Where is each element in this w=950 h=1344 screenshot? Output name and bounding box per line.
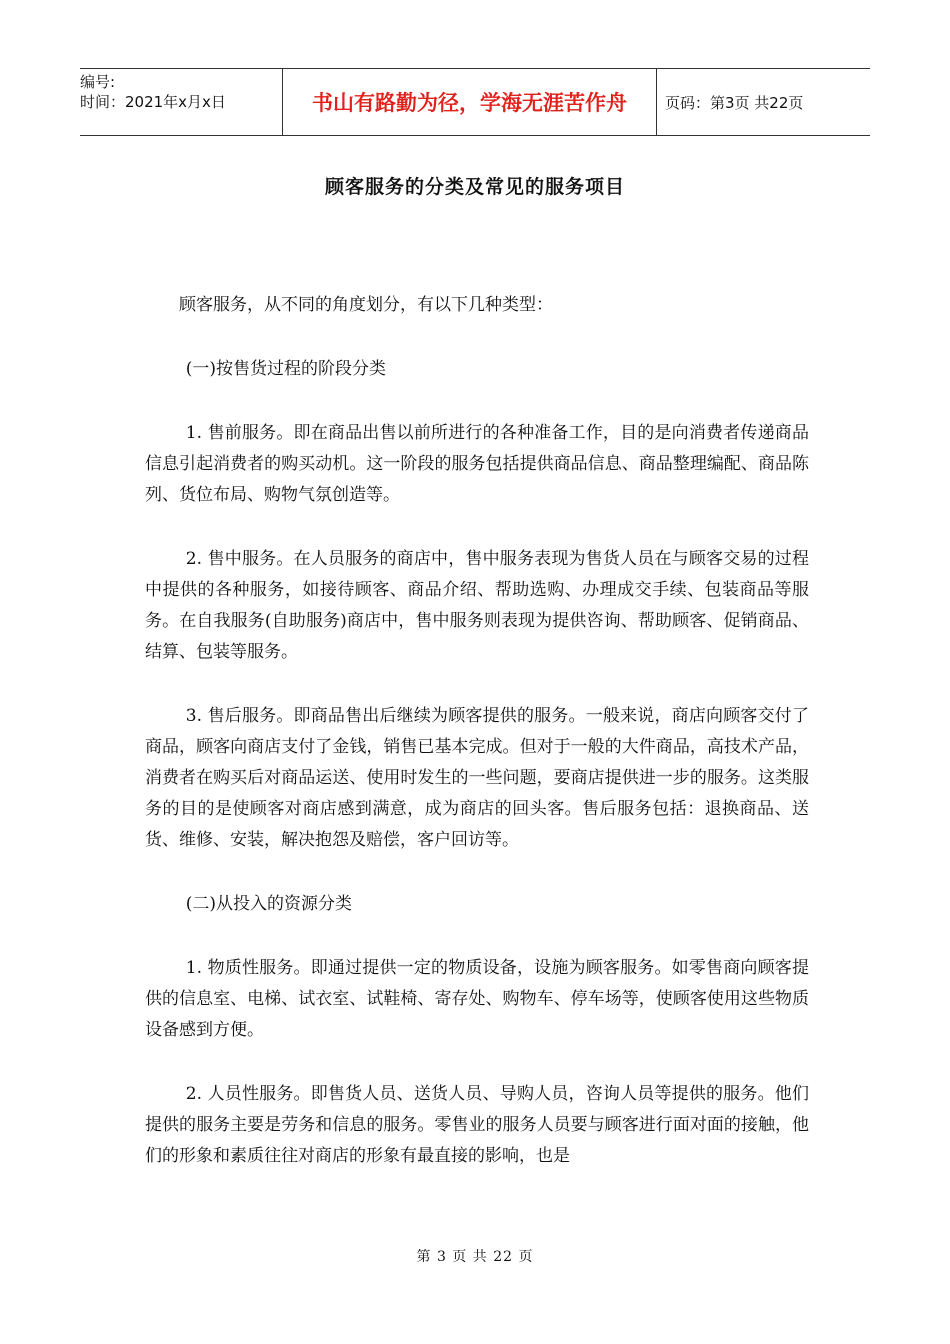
header-motto-cell: [282, 69, 657, 135]
page-info: 页码：第3页 共22页: [665, 93, 804, 112]
page-footer: 第 3 页 共 22 页: [416, 1249, 534, 1265]
document-title: 顾客服务的分类及常见的服务项目: [324, 176, 625, 198]
header-page-cell: [657, 69, 870, 135]
paragraph-intro: 顾客服务，从不同的角度划分，有以下几种类型：: [179, 295, 553, 315]
document-body: [145, 290, 809, 1205]
number-label: 编号:: [80, 73, 116, 91]
section-heading-1: (一)按售货过程的阶段分类: [185, 359, 387, 379]
header-meta: [80, 69, 282, 135]
paragraph: 1. 物质性服务。即通过提供一定的物质设备，设施为顾客服务。如零售商向顾客提供的信息室、电梯、试衣室、试鞋椅、寄存处、购物车、停车场等，使顾客使用这些物质设备感到方便。: [145, 958, 809, 1040]
paragraph: 3. 售后服务。即商品售出后继续为顾客提供的服务。一般来说，商店向顾客交付了商品，顾客向商店支付了金钱，销售已基本完成。但对于一般的大件商品，高技术产品，消费者在购买后对商品运送、使用时发生的一些问题，要商店提供进一步的服务。这类服务的目的是使顾客对商店感到满意，成为商店的回头客。售后服务包括：退换商品、送货、维修、安装，解决抱怨及赔偿，客户回访等。: [145, 706, 809, 850]
time-label: 时间：2021年x月x日: [80, 93, 226, 111]
paragraph: 2. 售中服务。在人员服务的商店中，售中服务表现为售货人员在与顾客交易的过程中提供的各种服务，如接待顾客、商品介绍、帮助选购、办理成交手续、包装商品等服务。在自我服务(自助服务)商店中，售中服务则表现为提供咨询、帮助顾客、促销商品、结算、包装等服务。: [145, 549, 809, 662]
paragraph: 2. 人员性服务。即售货人员、送货人员、导购人员，咨询人员等提供的服务。他们提供的服务主要是劳务和信息的服务。零售业的服务人员要与顾客进行面对面的接触，他们的形象和素质往往对商店的形象有最直接的影响，也是: [145, 1084, 809, 1166]
page-header: [80, 68, 870, 136]
section-heading-2: (二)从投入的资源分类: [185, 894, 353, 914]
paragraph: 1. 售前服务。即在商品出售以前所进行的各种准备工作，目的是向消费者传递商品信息引起消费者的购买动机。这一阶段的服务包括提供商品信息、商品整理编配、商品陈列、货位布局、购物气氛创造等。: [145, 423, 809, 505]
motto: 书山有路勤为径，学海无涯苦作舟: [312, 91, 627, 115]
